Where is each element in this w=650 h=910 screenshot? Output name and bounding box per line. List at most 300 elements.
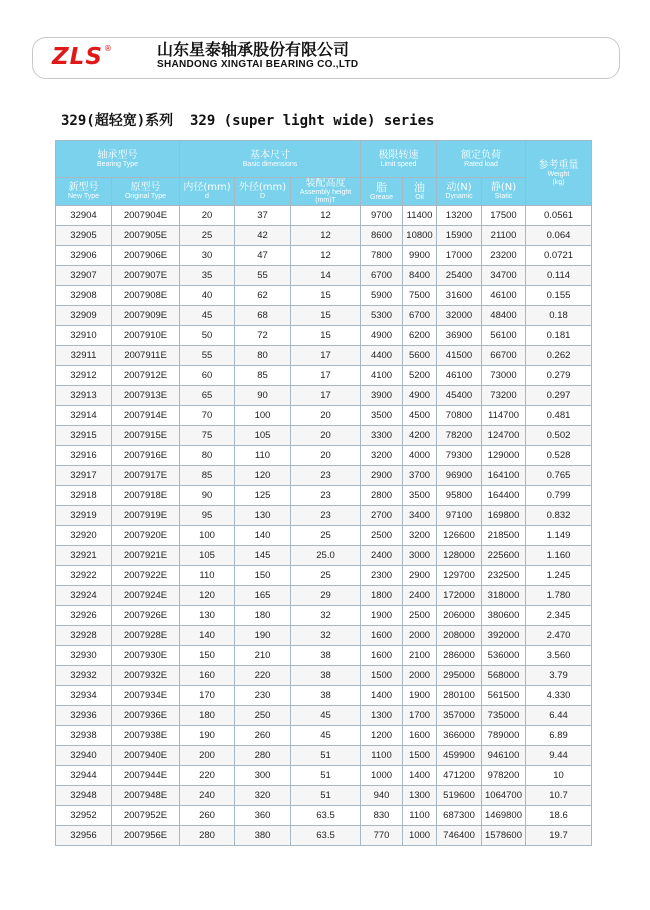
outer-diameter-cell: 90 [235, 386, 291, 406]
oil-speed-cell: 10800 [403, 226, 437, 246]
grease-speed-cell: 770 [361, 826, 403, 846]
oil-speed-cell: 1700 [403, 706, 437, 726]
table-row [56, 426, 592, 446]
static-load-cell: 169800 [482, 506, 526, 526]
oil-speed-cell: 2900 [403, 566, 437, 586]
bore-cell: 45 [180, 306, 235, 326]
outer-diameter-cell: 42 [235, 226, 291, 246]
static-load-cell: 23200 [482, 246, 526, 266]
table-row [56, 826, 592, 846]
table-row [56, 226, 592, 246]
dynamic-load-cell: 519600 [437, 786, 482, 806]
dynamic-load-cell: 746400 [437, 826, 482, 846]
weight-cell: 0.0721 [526, 246, 592, 266]
outer-diameter-cell: 125 [235, 486, 291, 506]
outer-diameter-cell: 100 [235, 406, 291, 426]
original-type-cell: 2007926E [112, 606, 180, 626]
assembly-height-cell: 38 [291, 646, 361, 666]
weight-cell: 3.79 [526, 666, 592, 686]
bore-cell: 105 [180, 546, 235, 566]
table-row [56, 326, 592, 346]
weight-cell: 0.481 [526, 406, 592, 426]
new-type-cn: 新型号 [68, 182, 99, 193]
new-type-cell: 32911 [56, 346, 112, 366]
table-row [56, 246, 592, 266]
assembly-height-cell: 45 [291, 726, 361, 746]
assembly-height-cell: 38 [291, 666, 361, 686]
table-row [56, 706, 592, 726]
assembly-height-cell: 29 [291, 586, 361, 606]
assembly-height-cell: 51 [291, 786, 361, 806]
bore-cell: 110 [180, 566, 235, 586]
new-type-cell: 32944 [56, 766, 112, 786]
bore-cell: 60 [180, 366, 235, 386]
outer-diameter-cell: 150 [235, 566, 291, 586]
grease-speed-cell: 2300 [361, 566, 403, 586]
outer-diameter-cell: 360 [235, 806, 291, 826]
static-load-cell: 735000 [482, 706, 526, 726]
assembly-height-cell: 32 [291, 606, 361, 626]
original-type-cell: 2007956E [112, 826, 180, 846]
table-row [56, 766, 592, 786]
bearing-type-cn: 轴承型号 [97, 149, 138, 161]
oil-speed-cell: 1900 [403, 686, 437, 706]
table-row [56, 526, 592, 546]
grease-speed-cell: 3200 [361, 446, 403, 466]
assembly-height-unit: (mm)T [315, 197, 336, 204]
assembly-height-cell: 25 [291, 566, 361, 586]
static-load-cell: 164100 [482, 466, 526, 486]
limit-speed-header [361, 141, 437, 178]
dynamic-load-cell: 471200 [437, 766, 482, 786]
weight-cell: 2.345 [526, 606, 592, 626]
dynamic-load-cell: 15900 [437, 226, 482, 246]
outer-diameter-cell: 220 [235, 666, 291, 686]
assembly-height-cell: 23 [291, 486, 361, 506]
outer-diameter-cell: 230 [235, 686, 291, 706]
new-type-cell: 32909 [56, 306, 112, 326]
bore-cell: 70 [180, 406, 235, 426]
weight-cell: 0.181 [526, 326, 592, 346]
dynamic-load-cell: 280100 [437, 686, 482, 706]
original-type-cell: 2007910E [112, 326, 180, 346]
static-load-cell: 789000 [482, 726, 526, 746]
bore-cell: 240 [180, 786, 235, 806]
table-row [56, 286, 592, 306]
company-name [157, 40, 358, 71]
original-type-cell: 2007936E [112, 706, 180, 726]
grease-speed-cell: 9700 [361, 206, 403, 226]
assembly-height-cell: 45 [291, 706, 361, 726]
oil-speed-cell: 1000 [403, 826, 437, 846]
outer-diameter-cell: 210 [235, 646, 291, 666]
oil-speed-cell: 2400 [403, 586, 437, 606]
static-load-cell: 561500 [482, 686, 526, 706]
grease-speed-cell: 3500 [361, 406, 403, 426]
oil-speed-cell: 4900 [403, 386, 437, 406]
table-row [56, 266, 592, 286]
new-type-cell: 32922 [56, 566, 112, 586]
oil-speed-cell: 3500 [403, 486, 437, 506]
static-load-cell: 114700 [482, 406, 526, 426]
new-type-cell: 32920 [56, 526, 112, 546]
dynamic-load-cell: 128000 [437, 546, 482, 566]
assembly-height-cell: 25.0 [291, 546, 361, 566]
weight-cell: 0.765 [526, 466, 592, 486]
grease-speed-cell: 5900 [361, 286, 403, 306]
dynamic-load-cell: 78200 [437, 426, 482, 446]
weight-cell: 10 [526, 766, 592, 786]
new-type-cell: 32924 [56, 586, 112, 606]
rated-load-cn: 额定负荷 [461, 149, 502, 161]
static-load-cell: 129000 [482, 446, 526, 466]
grease-speed-cell: 6700 [361, 266, 403, 286]
static-load-cell: 1469800 [482, 806, 526, 826]
grease-speed-cell: 8600 [361, 226, 403, 246]
oil-speed-cell: 1400 [403, 766, 437, 786]
oil-speed-cell: 4500 [403, 406, 437, 426]
new-type-cell: 32908 [56, 286, 112, 306]
static-load-cell: 232500 [482, 566, 526, 586]
original-type-cell: 2007922E [112, 566, 180, 586]
bore-cell: 100 [180, 526, 235, 546]
new-type-cell: 32907 [56, 266, 112, 286]
static-load-cell: 978200 [482, 766, 526, 786]
new-type-cell: 32913 [56, 386, 112, 406]
original-type-cell: 2007904E [112, 206, 180, 226]
outer-diameter-cell: 300 [235, 766, 291, 786]
new-type-header [56, 178, 112, 206]
dynamic-load-cell: 357000 [437, 706, 482, 726]
dynamic-load-cell: 96900 [437, 466, 482, 486]
grease-header [361, 178, 403, 206]
dynamic-load-cell: 32000 [437, 306, 482, 326]
new-type-cell: 32932 [56, 666, 112, 686]
outer-diameter-cell: 145 [235, 546, 291, 566]
grease-speed-cell: 1300 [361, 706, 403, 726]
basic-dimensions-cn: 基本尺寸 [250, 149, 290, 161]
table-row [56, 546, 592, 566]
grease-speed-cell: 1600 [361, 626, 403, 646]
grease-speed-cell: 1900 [361, 606, 403, 626]
new-type-cell: 32910 [56, 326, 112, 346]
original-type-cell: 2007914E [112, 406, 180, 426]
oil-speed-cell: 3000 [403, 546, 437, 566]
new-type-en: New Type [68, 193, 99, 200]
original-type-cell: 2007916E [112, 446, 180, 466]
bore-diameter-cn: 内径(mm) [183, 182, 231, 193]
grease-speed-cell: 1000 [361, 766, 403, 786]
assembly-height-cell: 25 [291, 526, 361, 546]
bore-cell: 65 [180, 386, 235, 406]
static-load-cell: 536000 [482, 646, 526, 666]
new-type-cell: 32912 [56, 366, 112, 386]
new-type-cell: 32948 [56, 786, 112, 806]
oil-speed-cell: 5600 [403, 346, 437, 366]
grease-speed-cell: 4900 [361, 326, 403, 346]
original-type-cell: 2007938E [112, 726, 180, 746]
outer-diameter-cell: 120 [235, 466, 291, 486]
bearing-type-en: Bearing Type [96, 160, 139, 168]
assembly-height-cell: 15 [291, 326, 361, 346]
static-load-cell: 124700 [482, 426, 526, 446]
page-title: 329(超轻宽)系列 329 (super light wide) series [61, 113, 435, 129]
new-type-cell: 32936 [56, 706, 112, 726]
original-type-cell: 2007930E [112, 646, 180, 666]
assembly-height-cell: 32 [291, 626, 361, 646]
oil-speed-cell: 8400 [403, 266, 437, 286]
new-type-cell: 32919 [56, 506, 112, 526]
outer-diameter-cell: 260 [235, 726, 291, 746]
bore-cell: 30 [180, 246, 235, 266]
table-row [56, 726, 592, 746]
bore-cell: 85 [180, 466, 235, 486]
dynamic-load-cell: 97100 [437, 506, 482, 526]
table-row [56, 486, 592, 506]
dynamic-load-cell: 17000 [437, 246, 482, 266]
weight-cell: 6.44 [526, 706, 592, 726]
static-load-cell: 164400 [482, 486, 526, 506]
company-name-cn: 山东星泰轴承股份有限公司 [157, 40, 350, 59]
bore-cell: 260 [180, 806, 235, 826]
weight-cell: 0.528 [526, 446, 592, 466]
weight-cell: 18.6 [526, 806, 592, 826]
assembly-height-cell: 12 [291, 226, 361, 246]
bore-cell: 90 [180, 486, 235, 506]
weight-cell: 0.114 [526, 266, 592, 286]
logo-text: ZLS [52, 44, 103, 70]
assembly-height-cell: 63.5 [291, 806, 361, 826]
table-row [56, 626, 592, 646]
assembly-height-cell: 23 [291, 506, 361, 526]
bore-cell: 75 [180, 426, 235, 446]
dynamic-load-cell: 459900 [437, 746, 482, 766]
outer-diameter-cell: 68 [235, 306, 291, 326]
grease-speed-cell: 1600 [361, 646, 403, 666]
original-type-cn: 原型号 [130, 182, 161, 193]
grease-speed-cell: 1100 [361, 746, 403, 766]
dynamic-load-cell: 687300 [437, 806, 482, 826]
grease-speed-cell: 2700 [361, 506, 403, 526]
bore-cell: 25 [180, 226, 235, 246]
bore-cell: 40 [180, 286, 235, 306]
oil-speed-cell: 2100 [403, 646, 437, 666]
oil-speed-cell: 6200 [403, 326, 437, 346]
bore-cell: 170 [180, 686, 235, 706]
grease-speed-cell: 1200 [361, 726, 403, 746]
limit-speed-en: Limit speed [380, 160, 417, 168]
table-row [56, 446, 592, 466]
oil-speed-cell: 11400 [403, 206, 437, 226]
table-row [56, 586, 592, 606]
outer-diameter-cell: 105 [235, 426, 291, 446]
dynamic-load-cell: 366000 [437, 726, 482, 746]
original-type-cell: 2007915E [112, 426, 180, 446]
original-type-cell: 2007918E [112, 486, 180, 506]
assembly-height-cell: 38 [291, 686, 361, 706]
new-type-cell: 32915 [56, 426, 112, 446]
bore-cell: 95 [180, 506, 235, 526]
bore-cell: 180 [180, 706, 235, 726]
oil-speed-cell: 2500 [403, 606, 437, 626]
oil-speed-cell: 1600 [403, 726, 437, 746]
outer-diameter-cell: 62 [235, 286, 291, 306]
original-type-cell: 2007932E [112, 666, 180, 686]
weight-cell: 0.262 [526, 346, 592, 366]
static-load-cell: 21100 [482, 226, 526, 246]
original-type-cell: 2007907E [112, 266, 180, 286]
bearing-spec-table [55, 140, 592, 846]
weight-cell: 1.780 [526, 586, 592, 606]
static-load-cell: 218500 [482, 526, 526, 546]
dynamic-load-cell: 206000 [437, 606, 482, 626]
table-row [56, 346, 592, 366]
assembly-height-cell: 17 [291, 346, 361, 366]
bore-cell: 80 [180, 446, 235, 466]
grease-en: Grease [370, 193, 393, 201]
weight-cell: 0.155 [526, 286, 592, 306]
outer-diameter-cell: 190 [235, 626, 291, 646]
outer-diameter-cell: 250 [235, 706, 291, 726]
weight-cn: 参考重量 [538, 159, 579, 171]
assembly-height-cell: 63.5 [291, 826, 361, 846]
new-type-cell: 32917 [56, 466, 112, 486]
outer-diameter-symbol: D [259, 193, 266, 200]
assembly-height-header [291, 178, 361, 206]
weight-cell: 9.44 [526, 746, 592, 766]
table-body [56, 206, 592, 846]
outer-diameter-cell: 180 [235, 606, 291, 626]
static-load-cell: 66700 [482, 346, 526, 366]
weight-cell: 0.502 [526, 426, 592, 446]
outer-diameter-cell: 37 [235, 206, 291, 226]
outer-diameter-header [235, 178, 291, 206]
oil-speed-cell: 1300 [403, 786, 437, 806]
weight-cell: 0.297 [526, 386, 592, 406]
static-load-header [482, 178, 526, 206]
static-load-cell: 225600 [482, 546, 526, 566]
grease-speed-cell: 5300 [361, 306, 403, 326]
bore-cell: 150 [180, 646, 235, 666]
table-row [56, 786, 592, 806]
oil-en: Oil [415, 193, 424, 201]
outer-diameter-cell: 130 [235, 506, 291, 526]
original-type-en: Original Type [124, 193, 167, 200]
static-load-cell: 73200 [482, 386, 526, 406]
grease-speed-cell: 4100 [361, 366, 403, 386]
grease-speed-cell: 2800 [361, 486, 403, 506]
basic-dimensions-en: Basic dimensions [242, 160, 298, 168]
weight-cell: 1.160 [526, 546, 592, 566]
dynamic-load-cell: 95800 [437, 486, 482, 506]
oil-speed-cell: 1500 [403, 746, 437, 766]
bore-cell: 120 [180, 586, 235, 606]
oil-speed-cell: 4000 [403, 446, 437, 466]
weight-en: Weight [547, 170, 570, 178]
oil-speed-cell: 4200 [403, 426, 437, 446]
assembly-height-en: Assembly height [299, 189, 352, 196]
dynamic-load-cell: 13200 [437, 206, 482, 226]
original-type-cell: 2007908E [112, 286, 180, 306]
new-type-cell: 32928 [56, 626, 112, 646]
dynamic-load-cell: 25400 [437, 266, 482, 286]
oil-cn: 油 [414, 180, 426, 194]
bore-cell: 190 [180, 726, 235, 746]
weight-cell: 10.7 [526, 786, 592, 806]
oil-speed-cell: 3200 [403, 526, 437, 546]
grease-cn: 脂 [376, 180, 388, 194]
static-load-cell: 1578600 [482, 826, 526, 846]
weight-cell: 4.330 [526, 686, 592, 706]
new-type-cell: 32926 [56, 606, 112, 626]
original-type-cell: 2007909E [112, 306, 180, 326]
grease-speed-cell: 3900 [361, 386, 403, 406]
assembly-height-cell: 20 [291, 406, 361, 426]
original-type-cell: 2007921E [112, 546, 180, 566]
new-type-cell: 32906 [56, 246, 112, 266]
weight-cell: 2.470 [526, 626, 592, 646]
table-row [56, 206, 592, 226]
new-type-cell: 32938 [56, 726, 112, 746]
bore-cell: 35 [180, 266, 235, 286]
outer-diameter-cell: 55 [235, 266, 291, 286]
static-load-cell: 17500 [482, 206, 526, 226]
static-load-cell: 568000 [482, 666, 526, 686]
assembly-height-cell: 15 [291, 306, 361, 326]
grease-speed-cell: 940 [361, 786, 403, 806]
dynamic-load-cell: 41500 [437, 346, 482, 366]
static-load-cn: 静(N) [490, 182, 517, 193]
original-type-header [112, 178, 180, 206]
weight-cell: 0.18 [526, 306, 592, 326]
bore-cell: 200 [180, 746, 235, 766]
static-load-en: Static [494, 193, 513, 200]
static-load-cell: 48400 [482, 306, 526, 326]
oil-speed-cell: 5200 [403, 366, 437, 386]
dynamic-load-cell: 36900 [437, 326, 482, 346]
dynamic-load-cell: 208000 [437, 626, 482, 646]
table-row [56, 746, 592, 766]
weight-cell: 1.149 [526, 526, 592, 546]
new-type-cell: 32905 [56, 226, 112, 246]
table-row [56, 386, 592, 406]
outer-diameter-cell: 72 [235, 326, 291, 346]
assembly-height-cell: 12 [291, 206, 361, 226]
outer-diameter-cell: 110 [235, 446, 291, 466]
assembly-height-cell: 14 [291, 266, 361, 286]
weight-cell: 0.832 [526, 506, 592, 526]
static-load-cell: 73000 [482, 366, 526, 386]
company-logo [52, 44, 112, 70]
weight-cell: 0.799 [526, 486, 592, 506]
weight-cell: 1.245 [526, 566, 592, 586]
dynamic-load-header [437, 178, 482, 206]
table-row [56, 366, 592, 386]
bore-cell: 220 [180, 766, 235, 786]
dynamic-load-cell: 172000 [437, 586, 482, 606]
weight-cell: 0.0561 [526, 206, 592, 226]
bore-cell: 280 [180, 826, 235, 846]
outer-diameter-cell: 85 [235, 366, 291, 386]
bore-diameter-symbol: d [205, 193, 209, 200]
outer-diameter-cn: 外径(mm) [238, 182, 287, 193]
outer-diameter-cell: 140 [235, 526, 291, 546]
dynamic-load-cell: 295000 [437, 666, 482, 686]
new-type-cell: 32914 [56, 406, 112, 426]
original-type-cell: 2007912E [112, 366, 180, 386]
weight-cell: 0.064 [526, 226, 592, 246]
original-type-cell: 2007920E [112, 526, 180, 546]
